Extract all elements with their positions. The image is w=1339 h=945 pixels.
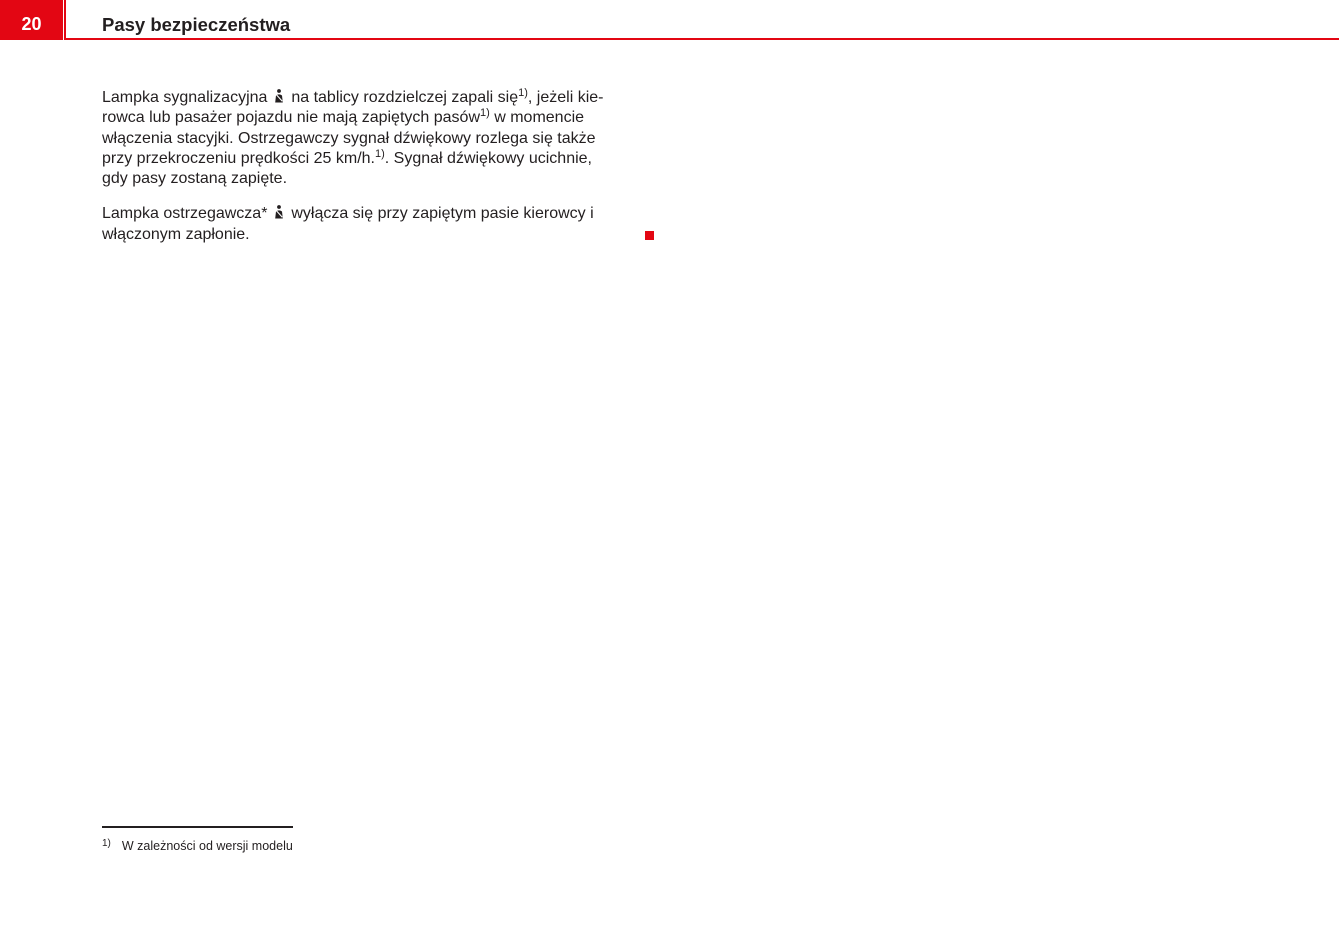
text-line: przy przekroczeniu prędkości 25 km/h.$^{1)}$. Sygnał dźwiękowy ucichnie, — [102, 147, 592, 167]
page-title: Pasy bezpieczeństwa — [102, 14, 291, 35]
footnote-ref: 1) — [375, 147, 385, 160]
paragraph-seatbelt-warning — [102, 88, 642, 189]
footnote-text: W zależności od wersji modelu — [121, 839, 293, 853]
page-header — [0, 0, 1339, 40]
body-text — [102, 88, 642, 260]
text-line: rowca lub pasażer pojazdu nie mają zapiętych pasów$^{1)}$ w momencie — [102, 107, 585, 127]
paragraph-warning-off — [102, 204, 642, 245]
footnote-rule — [102, 826, 293, 828]
footnote-ref: 1) — [480, 107, 490, 120]
footnote — [102, 838, 293, 853]
page-number-box — [0, 0, 63, 40]
footnote-ref: 1) — [518, 87, 528, 99]
text-line: włączenia stacyjki. Ostrzegawczy sygnał dźwiękowy rozlega się także — [102, 129, 596, 147]
text-line: Lampka sygnalizacyjna na tablicy rozdzielczej zapali się$^{1)}$, jeżeli kie- — [102, 87, 604, 106]
header-rule — [66, 38, 1339, 40]
text-line: włączonym zapłonie. — [102, 225, 250, 243]
seatbelt-warning-icon — [273, 89, 285, 103]
page-number: 20 — [21, 14, 42, 34]
footnote-number: 1) — [102, 838, 111, 849]
text-line: Lampka ostrzegawcza* wyłącza się przy zapiętym pasie kierowcy i — [102, 205, 594, 223]
seatbelt-warning-icon — [273, 205, 285, 219]
section-end-marker — [645, 231, 654, 240]
text-line: gdy pasy zostaną zapięte. — [102, 170, 288, 188]
